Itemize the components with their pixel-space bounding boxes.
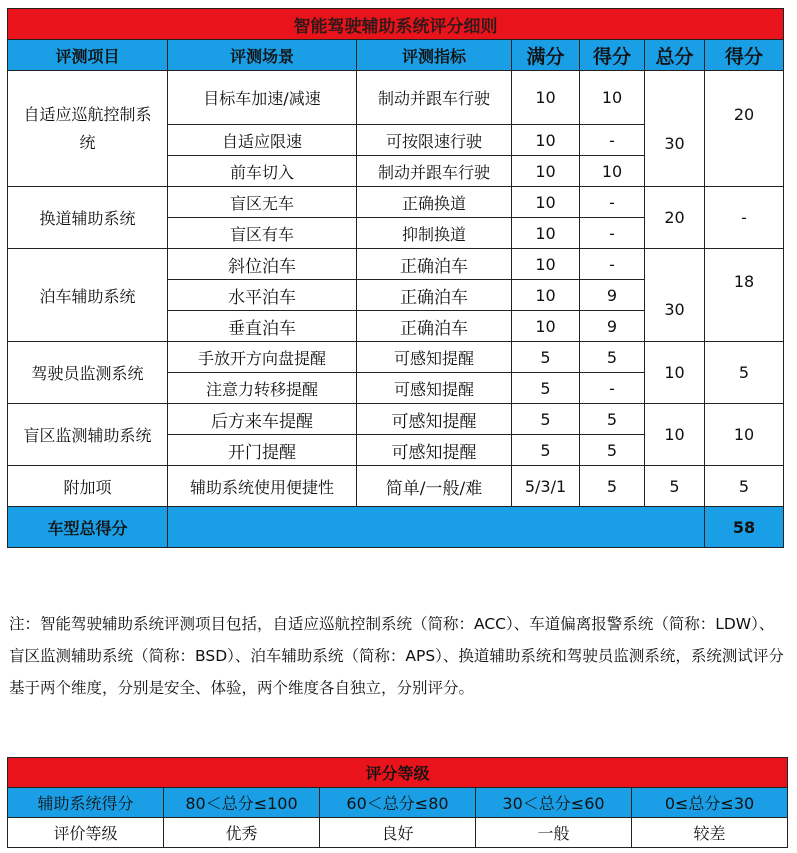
score-cell: 20 (705, 71, 784, 187)
indicator-cell: 正确泊车 (357, 280, 512, 311)
full-cell: 10 (512, 187, 580, 218)
header-scene: 评测场景 (168, 40, 357, 71)
full-cell: 5 (512, 435, 580, 466)
full-cell: 10 (512, 156, 580, 187)
scene-cell: 后方来车提醒 (168, 404, 357, 435)
scene-cell: 水平泊车 (168, 280, 357, 311)
scene-cell: 斜位泊车 (168, 249, 357, 280)
header-score: 得分 (705, 40, 784, 71)
project-cell: 自适应巡航控制系统 (8, 71, 168, 187)
total-cell: 10 (645, 404, 705, 466)
header-total: 总分 (645, 40, 705, 71)
grade-cell: 优秀 (164, 818, 320, 848)
score-table (7, 8, 784, 548)
score-cell: - (705, 187, 784, 249)
full-cell: 10 (512, 249, 580, 280)
project-cell: 换道辅助系统 (8, 187, 168, 249)
got-cell: 9 (580, 280, 645, 311)
grade-cell: 辅助系统得分 (8, 788, 164, 818)
total-cell: 20 (645, 187, 705, 249)
indicator-cell: 可按限速行驶 (357, 125, 512, 156)
total-cell: 30 (645, 249, 705, 342)
project-cell: 附加项 (8, 466, 168, 507)
scene-cell: 盲区有车 (168, 218, 357, 249)
grade-cell: 良好 (320, 818, 476, 848)
grade-cell: 评价等级 (8, 818, 164, 848)
full-cell: 10 (512, 280, 580, 311)
table-row (8, 818, 788, 848)
score-cell: 10 (705, 404, 784, 466)
grade-cell: 60＜总分≤80 (320, 788, 476, 818)
indicator-cell: 可感知提醒 (357, 373, 512, 404)
grade-title: 评分等级 (8, 758, 788, 788)
table-row (8, 71, 784, 125)
indicator-cell: 简单/一般/难 (357, 466, 512, 507)
full-cell: 10 (512, 71, 580, 125)
total-label: 车型总得分 (8, 507, 168, 548)
scene-cell: 自适应限速 (168, 125, 357, 156)
scene-cell: 手放开方向盘提醒 (168, 342, 357, 373)
got-cell: 5 (580, 466, 645, 507)
indicator-cell: 制动并跟车行驶 (357, 156, 512, 187)
table-row (8, 187, 784, 218)
scene-cell: 辅助系统使用便捷性 (168, 466, 357, 507)
grade-cell: 0≤总分≤30 (632, 788, 788, 818)
table-title: 智能驾驶辅助系统评分细则 (8, 9, 784, 40)
table-row (8, 404, 784, 435)
scene-cell: 开门提醒 (168, 435, 357, 466)
got-cell: 10 (580, 156, 645, 187)
score-cell: 18 (705, 249, 784, 342)
project-cell: 驾驶员监测系统 (8, 342, 168, 404)
full-cell: 5/3/1 (512, 466, 580, 507)
score-cell: 5 (705, 466, 784, 507)
got-cell: 5 (580, 404, 645, 435)
got-cell: - (580, 125, 645, 156)
total-score: 58 (705, 507, 784, 548)
got-cell: - (580, 187, 645, 218)
got-cell: 5 (580, 342, 645, 373)
grade-cell: 80＜总分≤100 (164, 788, 320, 818)
indicator-cell: 正确换道 (357, 187, 512, 218)
full-cell: 5 (512, 373, 580, 404)
total-row (8, 507, 784, 548)
indicator-cell: 制动并跟车行驶 (357, 71, 512, 125)
project-cell: 盲区监测辅助系统 (8, 404, 168, 466)
score-cell: 5 (705, 342, 784, 404)
got-cell: 9 (580, 311, 645, 342)
scene-cell: 盲区无车 (168, 187, 357, 218)
scene-cell: 前车切入 (168, 156, 357, 187)
full-cell: 10 (512, 125, 580, 156)
grade-cell: 较差 (632, 818, 788, 848)
got-cell: 5 (580, 435, 645, 466)
table-row (8, 466, 784, 507)
full-cell: 5 (512, 342, 580, 373)
indicator-cell: 正确泊车 (357, 311, 512, 342)
indicator-cell: 正确泊车 (357, 249, 512, 280)
total-spacer (168, 507, 705, 548)
total-cell: 10 (645, 342, 705, 404)
got-cell: - (580, 218, 645, 249)
got-cell: 10 (580, 71, 645, 125)
project-cell: 泊车辅助系统 (8, 249, 168, 342)
scene-cell: 目标车加速/减速 (168, 71, 357, 125)
footnote: 注：智能驾驶辅助系统评测项目包括，自适应巡航控制系统（简称：ACC）、车道偏离报警系统（简称：LDW）、盲区监测辅助系统（简称：BSD）、泊车辅助系统（简称：APS）、换道辅助系统和驾驶员监测系统，系统测试评分基于两个维度，分别是安全、体验，两个维度各自独立，分别评分。 (9, 615, 784, 697)
header-indicator: 评测指标 (357, 40, 512, 71)
grade-cell: 一般 (476, 818, 632, 848)
total-cell: 5 (645, 466, 705, 507)
got-cell: - (580, 373, 645, 404)
got-cell: - (580, 249, 645, 280)
indicator-cell: 可感知提醒 (357, 342, 512, 373)
full-cell: 10 (512, 218, 580, 249)
scene-cell: 注意力转移提醒 (168, 373, 357, 404)
table-row (8, 342, 784, 373)
scene-cell: 垂直泊车 (168, 311, 357, 342)
indicator-cell: 抑制换道 (357, 218, 512, 249)
indicator-cell: 可感知提醒 (357, 404, 512, 435)
grade-table (7, 757, 788, 848)
header-project: 评测项目 (8, 40, 168, 71)
full-cell: 5 (512, 404, 580, 435)
total-cell: 30 (645, 71, 705, 187)
table-row (8, 249, 784, 280)
grade-cell: 30＜总分≤60 (476, 788, 632, 818)
header-got: 得分 (580, 40, 645, 71)
indicator-cell: 可感知提醒 (357, 435, 512, 466)
full-cell: 10 (512, 311, 580, 342)
table-row (8, 788, 788, 818)
header-full: 满分 (512, 40, 580, 71)
